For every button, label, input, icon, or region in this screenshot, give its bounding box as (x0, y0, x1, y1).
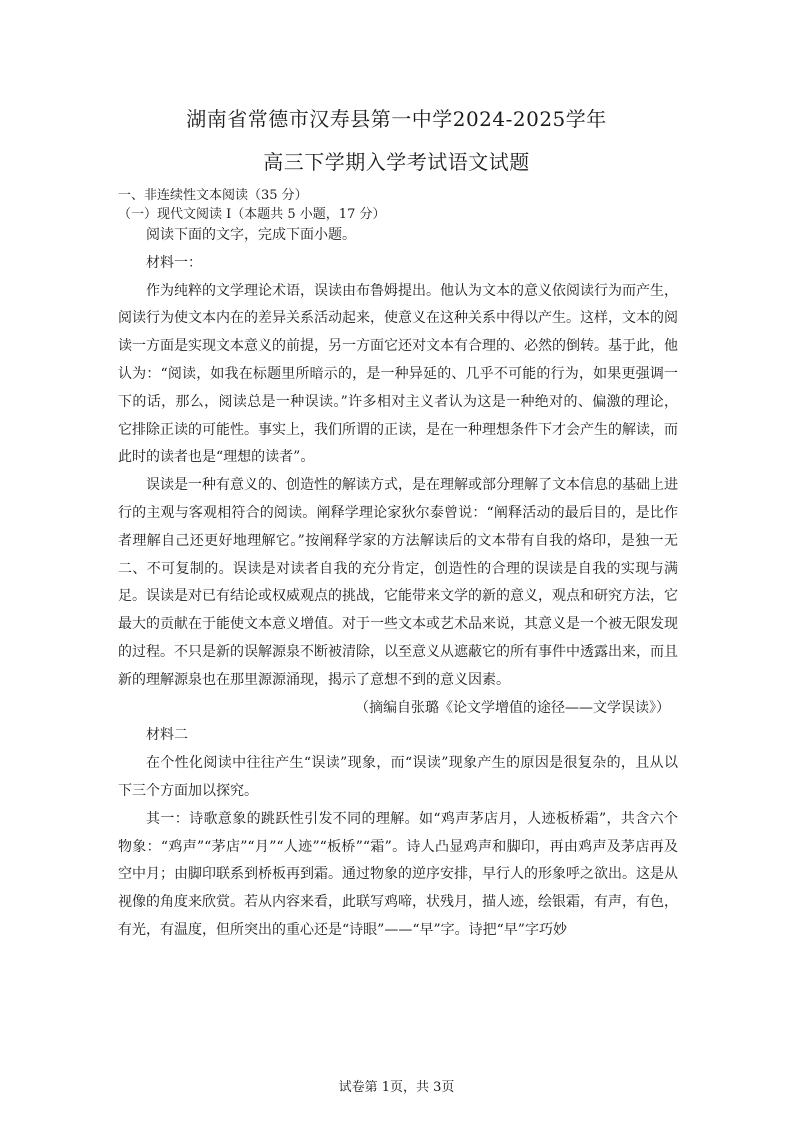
material-1-source: （摘编自张璐《论文学增值的途径——文学误读》） (355, 699, 670, 716)
section-subheading: （一）现代文阅读 I（本题共 5 小题，17 分） (118, 207, 386, 222)
material-1-label: 材料一： (146, 254, 202, 271)
title-line-2: 高三下学期入学考试语文试题 (263, 150, 530, 174)
material-2-paragraph-1: 在个性化阅读中往往产生“误读”现象，而“误读”现象产生的原因是很复杂的，且从以下三个方面加以探究。 (118, 755, 678, 799)
material-2-paragraph-2: 其一：诗歌意象的跳跃性引发不同的理解。如“鸡声茅店月，人迹板桥霜”，共含六个物象：“鸡声”“茅店”“月”“人迹”“板桥”“霜”。诗人凸显鸡声和脚印，再由鸡声及茅店再及空中月；由脚印联系到桥板再到霜。通过物象的逆序安排，早行人的形象呼之欲出。这是从视像的角度来欣赏。若从内容来看，此联写鸡啼，状残月，描人迹，绘银霜，有声，有色，有光，有温度，但所突出的重心还是“诗眼”——“早”字。诗把“早”字巧妙 (118, 810, 678, 938)
material-1-paragraph-2: 误读是一种有意义的、创造性的解读方式，是在理解或部分理解了文本信息的基础上进行的主观与客观相符合的阅读。阐释学理论家狄尔泰曾说：“阐释活动的最后目的，是比作者理解自己还更好地理解它。”按阐释学家的方法解读后的文本带有自我的烙印，是独一无二、不可复制的。误读是对读者自我的充分肯定，创造性的合理的误读是自我的实现与满足。误读是对已有结论或权威观点的挑战，它能带来文学的新的意义，观点和研究方法，它最大的贡献在于能使文本意义增值。对于一些文本或艺术品来说，其意义是一个被无限发现的过程。不只是新的误解源泉不断被清除，以至意义从遮蔽它的所有事件中透露出来，而且新的理解源泉也在那里源源涌现，揭示了意想不到的意义因素。 (118, 477, 678, 688)
document-body (118, 222, 678, 945)
material-2-label: 材料二 (146, 727, 188, 744)
page-footer: 试卷第 1页，共 3页 (338, 1080, 455, 1095)
material-1-paragraph-1: 作为纯粹的文学理论术语，误读由布鲁姆提出。他认为文本的意义依阅读行为而产生，阅读行为使文本内在的差异关系活动起来，使意义在这种关系中得以产生。这样，文本的阅读一方面是实现文本意义的前提，另一方面它还对文本有合理的、必然的倒转。基于此，他认为：“阅读，如我在标题里所暗示的，是一种异延的、几乎不可能的行为，如果更强调一下的话，那么，阅读总是一种误读。”许多相对主义者认为这是一种绝对的、偏激的理论，它排除正读的可能性。事实上，我们所谓的正读，是在一种理想条件下才会产生的解读，而此时的读者也是“理想的读者”。 (118, 282, 678, 466)
instruction: 阅读下面的文字，完成下面小题。 (146, 227, 356, 243)
section-heading: 一、非连续性文本阅读（35 分） (118, 188, 308, 203)
title-line-1: 湖南省常德市汉寿县第一中学2024-2025学年 (186, 107, 607, 131)
